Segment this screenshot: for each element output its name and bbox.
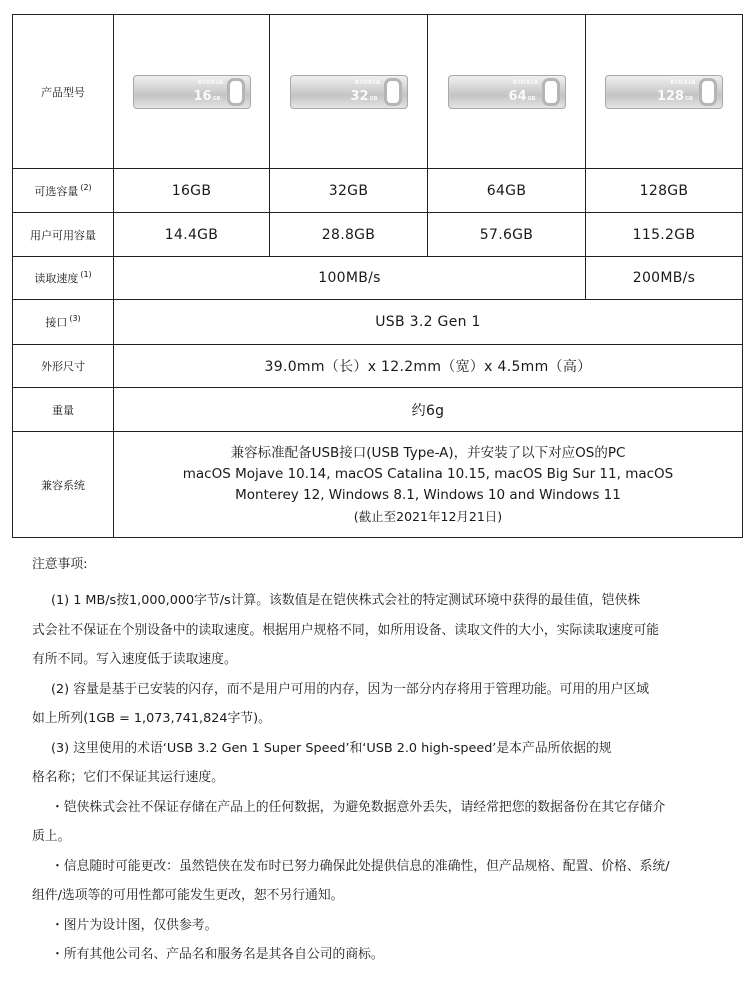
read-speed-value: 100MB/s xyxy=(114,257,586,300)
capacity-value: 16GB xyxy=(114,169,270,213)
model-label: 产品型号 xyxy=(13,15,114,169)
read-speed-row xyxy=(13,257,743,300)
size-value: 39.0mm（长）x 12.2mm（宽）x 4.5mm（高） xyxy=(114,345,743,388)
weight-row xyxy=(13,388,743,432)
note-line: ・信息随时可能更改：虽然铠侠在发布时已努力确保此处提供信息的准确性，但产品规格、配置、价格、系统/ xyxy=(51,858,670,874)
usb-capacity-mark: 32 xyxy=(350,88,369,104)
usb-capacity-unit: GB xyxy=(527,95,536,102)
compat-date: (截止至2021年12月21日) xyxy=(353,508,503,524)
usb-capacity-mark: 16 xyxy=(193,88,212,104)
note-line: (1) 1 MB/s按1,000,000字节/s计算。该数值是在铠侠株式会社的特定测试环境中获得的最佳值，铠侠株 xyxy=(51,593,641,608)
usb-drive-image xyxy=(448,75,566,109)
product-image-16gb xyxy=(114,15,270,169)
usb-brand-logo: KIOXIA xyxy=(354,78,381,86)
usb-brand-logo: KIOXIA xyxy=(512,78,539,86)
note-line: 格名称；它们不保证其运行速度。 xyxy=(32,770,224,785)
size-label: 外形尺寸 xyxy=(13,345,114,388)
capacity-label-cell xyxy=(13,169,114,213)
interface-label: 接口 xyxy=(45,316,68,329)
notes-section xyxy=(32,554,737,970)
usable-row xyxy=(13,213,743,257)
notes-title: 注意事项: xyxy=(32,557,88,572)
interface-value: USB 3.2 Gen 1 xyxy=(114,300,743,345)
footnote-ref: (1) xyxy=(80,270,92,280)
compat-line: 兼容标准配备USB接口(USB Type-A)，并安装了以下对应OS的PC xyxy=(230,444,626,461)
note-line: 组件/选项等的可用性都可能发生更改，恕不另行通知。 xyxy=(32,888,344,903)
note-line: 式会社不保证在个别设备中的读取速度。根据用户规格不同，如所用设备、读取文件的大小，实际读取速度可能 xyxy=(32,622,660,638)
usb-drive-image xyxy=(605,75,723,109)
note-line: (3) 这里使用的术语‘USB 3.2 Gen 1 Super Speed’和‘USB 2.0 high-speed’是本产品所依据的规 xyxy=(51,740,612,756)
spec-table xyxy=(12,14,743,538)
interface-label-cell xyxy=(13,300,114,345)
note-line: 质上。 xyxy=(32,829,71,844)
usable-value: 14.4GB xyxy=(114,213,270,257)
weight-value: 约6g xyxy=(114,388,743,432)
product-image-32gb xyxy=(270,15,428,169)
usable-value: 57.6GB xyxy=(428,213,586,257)
capacity-value: 64GB xyxy=(428,169,586,213)
usb-capacity-unit: GB xyxy=(212,95,221,102)
note-line: 如上所列(1GB = 1,073,741,824字节)。 xyxy=(32,711,271,726)
product-image-128gb xyxy=(586,15,743,169)
usb-drive-image xyxy=(290,75,408,109)
usb-capacity-mark: 128 xyxy=(656,88,685,104)
compat-row xyxy=(13,432,743,538)
usable-value: 115.2GB xyxy=(586,213,743,257)
interface-row xyxy=(13,300,743,345)
capacity-label: 可选容量 xyxy=(34,184,79,198)
size-row xyxy=(13,345,743,388)
weight-label: 重量 xyxy=(13,388,114,432)
usb-brand-logo: KIOXIA xyxy=(670,78,696,86)
capacity-value: 128GB xyxy=(586,169,743,213)
read-speed-value-128: 200MB/s xyxy=(586,257,743,300)
note-line: ・铠侠株式会社不保证存储在产品上的任何数据，为避免数据意外丢失，请经常把您的数据备份在其它存储介 xyxy=(51,799,666,815)
read-label: 读取速度 xyxy=(34,272,79,285)
usb-brand-logo: KIOXIA xyxy=(197,78,224,86)
read-label-cell xyxy=(13,257,114,300)
usable-label: 用户可用容量 xyxy=(13,213,114,257)
note-line: ・图片为设计图，仅供参考。 xyxy=(51,917,218,933)
product-image-64gb xyxy=(428,15,586,169)
compat-line: Monterey 12, Windows 8.1, Windows 10 and Windows 11 xyxy=(235,486,621,503)
usb-capacity-unit: GB xyxy=(685,95,693,102)
capacity-value: 32GB xyxy=(270,169,428,213)
compat-value xyxy=(114,432,743,538)
usable-value: 28.8GB xyxy=(270,213,428,257)
note-line: 有所不同。写入速度低于读取速度。 xyxy=(32,652,237,667)
compat-label: 兼容系统 xyxy=(13,432,114,538)
note-line: (2) 容量是基于已安装的闪存，而不是用户可用的内存，因为一部分内存将用于管理功能。可用的用户区域 xyxy=(51,681,650,697)
compat-line: macOS Mojave 10.14, macOS Catalina 10.15, macOS Big Sur 11, macOS xyxy=(182,465,674,482)
model-row xyxy=(13,15,743,169)
usb-drive-image xyxy=(133,75,251,109)
usb-capacity-unit: GB xyxy=(369,95,378,102)
footnote-ref: (3) xyxy=(69,314,81,324)
usb-capacity-mark: 64 xyxy=(508,88,527,104)
footnote-ref: (2) xyxy=(80,182,92,192)
capacity-row xyxy=(13,169,743,213)
note-line: ・所有其他公司名、产品名和服务名是其各自公司的商标。 xyxy=(51,947,384,962)
